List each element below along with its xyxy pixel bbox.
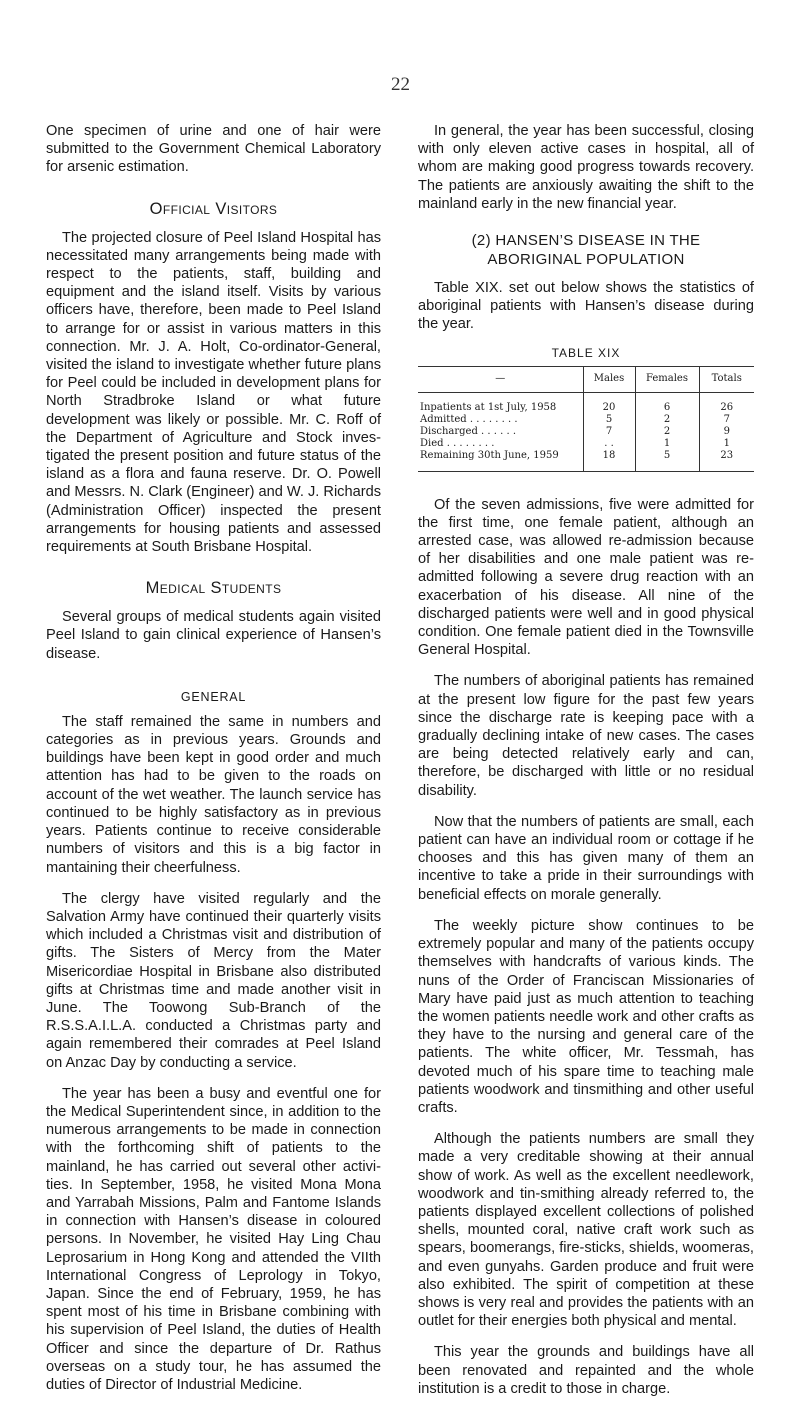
header-males: Males [583, 366, 635, 392]
cell-females: 1 [635, 438, 699, 450]
general-paragraph-3: The year has been a busy and eventful one for the Medical Superintendent since, in addition to the numerous arrangements to be made in connection with the forthcoming shift of patients to the mainland, he has carried out several other activities. In September, 1958, he visited Mona Mona and Yarrabah Missions, Palm and Fantome Islands in connection with Hansen’s disease in coloured persons. In November, he visited Hay Ling Chau Leprosarium in Hong Kong and attended the VIIth International Congress of Leprology in Tokyo, Japan. Since the end of February, 1959, he has spent most of his time in Brisbane combining with his supervision of Peel Island, the duties of Health Officer and since the departure of Dr. Rathus overseas on a study tour, he has assumed the duties of Director of Industrial Medicine. [46, 1085, 381, 1393]
row-label: Inpatients at 1st July, 1958 [420, 401, 557, 413]
patient-numbers-paragraph: The numbers of aboriginal patients has remained at the present low figure for the past few years since the discharge rate is keeping pace with a gradually declining intake of new cases. The cases are being detected relatively early and can, therefore, be discharged with little or no residual disability. [418, 673, 754, 799]
general-heading: GENERAL [180, 689, 247, 704]
cell-totals: 7 [699, 414, 754, 426]
table-header-row [418, 366, 754, 392]
table-row [418, 392, 754, 414]
right-column [418, 122, 754, 1398]
cell-males: 5 [583, 414, 635, 426]
medical-students-paragraph: Several groups of medical students again visited Peel Island to gain clinical experience of Hansen’s disease. [46, 609, 381, 662]
cell-males: . . [583, 438, 635, 450]
cell-males: 7 [583, 426, 635, 438]
general-paragraph-1: The staff remained the same in numbers and categories as in previous years. Grounds and buildings have been kept in good order and much attention has had to be given to the roads on account of the wet weather. The launch service has continued to be highly satisfactory as in previous years. Patients continue to receive considerable numbers of visitors and this is a big factor in mantaining their cheerfulness. [46, 713, 381, 876]
cell-females: 6 [635, 392, 699, 414]
annual-show-paragraph: Although the patients numbers are small they made a very creditable showing at their annual show of work. As well as the excellent needlework, woodwork and tin-smithing already referred to, the patients displayed excellent collections of polished shells, mounted coral, native craft work such as spears, boomerangs, fire-sticks, shields, woomeras, and even gunyahs. Garden produce and fruit were also exhibited. The spirit of competition at these shows is very real and provides the patients with an outlet for their energies both physical and mental. [418, 1131, 754, 1330]
urine-hair-paragraph: One specimen of urine and one of hair were submitted to the Government Chemical Laboratory for arsenic estimation. [46, 123, 381, 176]
official-visitors-heading: Official Visitors [149, 199, 278, 218]
table-row [418, 426, 754, 438]
cell-females: 2 [635, 414, 699, 426]
grounds-paragraph: This year the grounds and buildings have all been renovated and repainted and the whole institution is a credit to those in charge. [418, 1344, 754, 1397]
hansen-heading-line-2: ABORIGINAL POPULATION [487, 251, 685, 269]
table-intro-paragraph: Table XIX. set out below shows the statistics of aboriginal patients with Hansen’s disease during the year. [418, 280, 754, 333]
header-totals: Totals [699, 366, 754, 392]
row-label: Remaining 30th June, 1959 [420, 449, 559, 461]
table-row [418, 414, 754, 426]
admissions-paragraph: Of the seven admissions, five were admitted for the first time, one female patient, although an arrested case, was allowed re-admission because of her disabilities and one male patient was re-admitted following a severe drug reaction with an exacerbation of his disease. All nine of the discharged patients were well and in good physical condition. One female patient died in the Townsville General Hospital. [418, 496, 754, 659]
cell-females: 2 [635, 426, 699, 438]
page-number: 22 [391, 74, 410, 95]
statistics-table [418, 366, 754, 472]
table-row [418, 438, 754, 450]
picture-show-paragraph: The weekly picture show continues to be extremely popular and many of the patients occupy themselves with handcrafts of various kinds. The nuns of the Order of Franciscan Missionaries of Mary have paid just as much attention to teaching the women patients needle work and other crafts as they have to the nursing and general care of the patients. The white officer, Mr. Tessmah, has devoted much of his spare time to teaching male patients woodwork and tinsmithing and other useful crafts. [418, 917, 754, 1116]
left-column [46, 122, 381, 1394]
cell-totals: 9 [699, 426, 754, 438]
year-summary-paragraph: In general, the year has been successful, closing with only eleven active cases in hospital, all of whom are making good progress towards recovery. The patients are anxiously awaiting the shift to the mainland early in the new financial year. [418, 123, 754, 212]
general-paragraph-2: The clergy have visited regularly and the Salvation Army have continued their quarterly visits which included a Christmas visit and distribution of gifts. The Sisters of Mercy from the Mater Misericordiae Hospital in Brisbane also distributed gifts at Christmas time and made another visit in June. The Toowong Sub-Branch of the R.S.S.A.I.L.A. conducted a Christmas party and again remembered their comrades at Peel Island on Anzac Day by conducting a service. [46, 890, 381, 1071]
cell-totals: 26 [699, 392, 754, 414]
cell-males: 18 [583, 450, 635, 472]
cell-females: 5 [635, 450, 699, 472]
row-label: Died . . . . . . . . [420, 437, 495, 449]
medical-students-heading: Medical Students [145, 579, 282, 598]
cell-totals: 1 [699, 438, 754, 450]
hansen-heading-line-1: (2) HANSEN’S DISEASE IN THE [471, 232, 701, 250]
individual-room-paragraph: Now that the numbers of patients are small, each patient can have an individual room or cottage if he chooses and this has given many of them an incentive to take a pride in their surroundings with beneficial effects on morale generally. [418, 813, 754, 903]
header-blank: — [418, 366, 583, 392]
cell-males: 20 [583, 392, 635, 414]
cell-totals: 23 [699, 450, 754, 472]
row-label: Admitted . . . . . . . . [420, 413, 518, 425]
table-caption: TABLE XIX [551, 345, 621, 360]
table-row [418, 450, 754, 472]
official-visitors-paragraph: The projected closure of Peel Island Hospital has necessitated many arrangements being made with respect to the patients, staff, building and equipment and the island itself. Visits by various officers have, therefore, been made to Peel Island to arrange for or assist in various matters in this connection. Mr. J. A. Holt, Co-ordinator-General, visited the island to investigate whether future plans for Peel could be included in development plans for North Stradbroke Island or what future development was likely or possible. Mr. C. Roff of the Department of Agriculture and Stock investigated the present position and future status of the island as a flora and fauna reserve. Dr. O. Powell and Messrs. N. Clark (Engineer) and W. J. Richards (Administration Officer) inspected the present arrangements for housing patients and assessed requirements at South Brisbane Hospital. [46, 229, 381, 556]
row-label: Discharged . . . . . . [420, 425, 516, 437]
header-females: Females [635, 366, 699, 392]
